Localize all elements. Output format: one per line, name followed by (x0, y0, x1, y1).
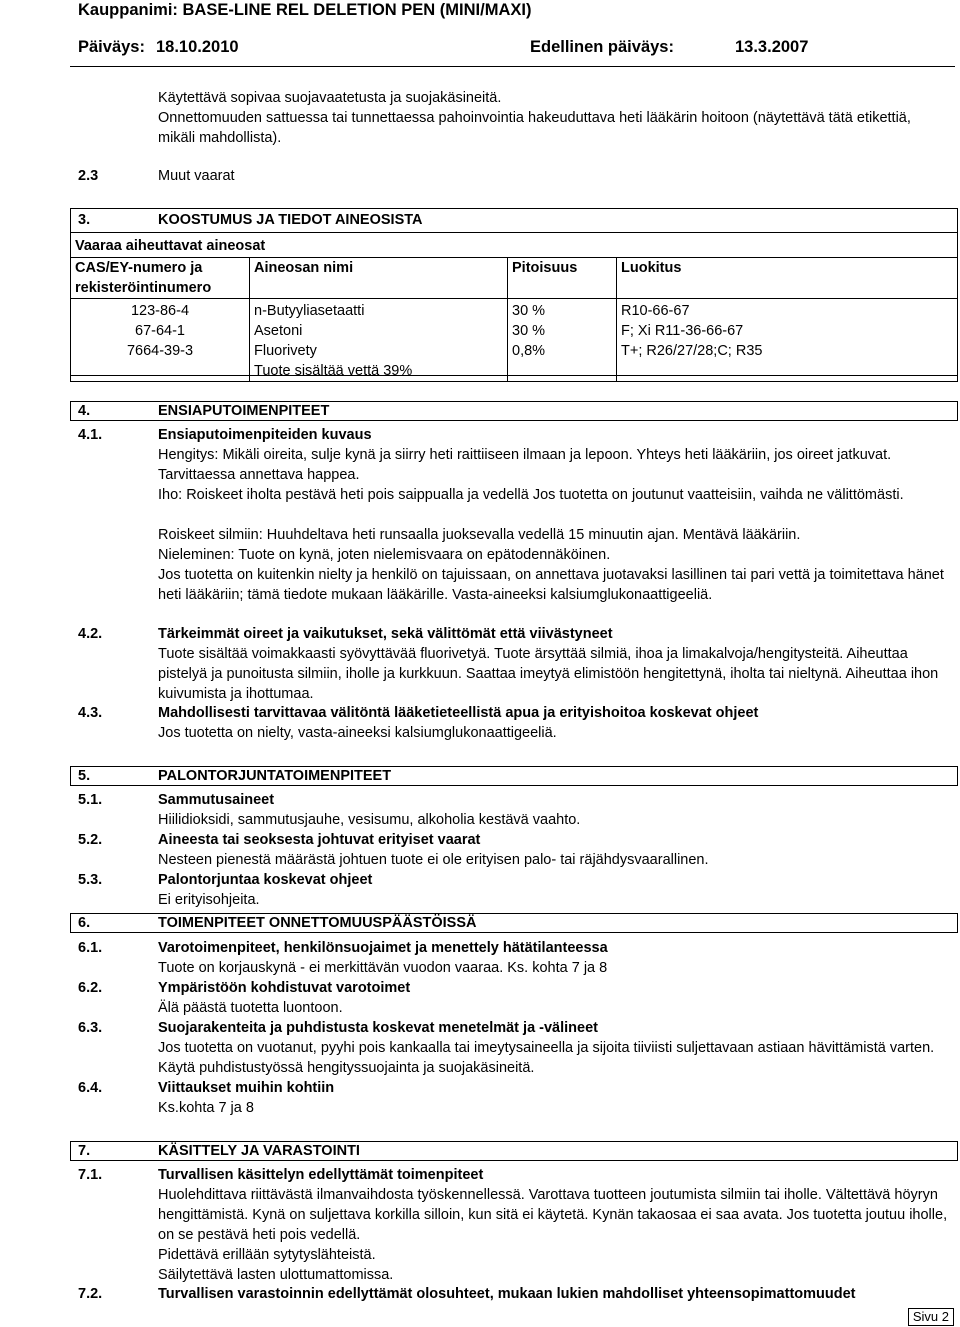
paragraph: Tuote on korjauskynä - ei merkittävän vuodon vaaraa. Ks. kohta 7 ja 8 (158, 960, 608, 976)
header-divider (70, 66, 955, 67)
date-value: 18.10.2010 (156, 38, 239, 56)
concentration: 30 % (512, 323, 546, 339)
section-number: 2.3 (78, 168, 99, 184)
classification-cell (617, 299, 958, 382)
section-title: Muut vaarat (158, 168, 235, 184)
subsection-number: 4.1. (78, 427, 103, 443)
cas-number: 7664-39-3 (126, 343, 194, 359)
paragraph: Nesteen pienestä määrästä johtuen tuote ei ole erityisen palo- tai räjähdysvaarallinen. (158, 852, 709, 868)
section-title: ENSIAPUTOIMENPITEET (158, 403, 330, 419)
subsection-title: Suojarakenteita ja puhdistusta koskevat menetelmät ja -välineet (158, 1020, 598, 1036)
subsection-title: Vaaraa aiheuttavat aineosat (75, 238, 266, 254)
section-number: 7. (78, 1143, 91, 1159)
section-number: 6. (78, 915, 91, 931)
paragraph: Hiilidioksidi, sammutusjauhe, vesisumu, alkoholia kestävä vaahto. (158, 812, 581, 828)
paragraph: Käytettävä sopivaa suojavaatetusta ja suojakäsineitä. (158, 90, 502, 106)
paragraph: Jos tuotetta on kuitenkin nielty ja henkilö on tajuissaan, on annettava juotavaksi lasillinen tai pari vettä ja toimitettava hänet heti lääkäriin; tämä tiedote mukaan lääkärille. Vasta-aineeksi kalsiumglukonaattigeeliä. (158, 567, 944, 603)
cas-number: 123-86-4 (130, 303, 190, 319)
subsection-number: 5.3. (78, 872, 103, 888)
section-number: 5. (78, 768, 91, 784)
cas-cell (71, 299, 250, 382)
cas-number: 67-64-1 (135, 323, 185, 339)
table-header: Pitoisuus (508, 258, 617, 299)
table-header: Luokitus (617, 258, 958, 299)
paragraph: Jos tuotetta on nielty, vasta-aineeksi kalsiumglukonaattigeeliä. (158, 725, 557, 741)
concentration: 0,8% (512, 343, 546, 359)
section-title: PALONTORJUNTATOIMENPITEET (158, 768, 392, 784)
subsection-number: 5.2. (78, 832, 103, 848)
subsection-title: Ympäristöön kohdistuvat varotoimet (158, 980, 411, 996)
divider (70, 232, 958, 233)
paragraph: Tuote sisältää voimakkaasti syövyttävää fluorivetyä. Tuote ärsyttää silmiä, ihoa ja limakalvoja/hengitysteitä. Aiheuttaa pistelyä ja punoitusta silmiin, iholle ja kurkkuun. Saattaa imeytyä elimistöön hengitettynä, iholta tai nieltynä. Aiheuttaa ihon kuivumista ja ihottumaa. (158, 646, 939, 702)
table-header-row (71, 258, 958, 299)
subsection-number: 4.3. (78, 705, 103, 721)
table-header: Aineosan nimi (250, 258, 508, 299)
subsection-title: Sammutusaineet (158, 792, 275, 808)
paragraph: Älä päästä tuotetta luontoon. (158, 1000, 343, 1016)
subsection-title: Varotoimenpiteet, henkilönsuojaimet ja menettely hätätilanteessa (158, 940, 608, 956)
section-title: KÄSITTELY JA VARASTOINTI (158, 1143, 360, 1159)
subsection-title: Tärkeimmät oireet ja vaikutukset, sekä välittömät että viivästyneet (158, 626, 613, 642)
prev-date-value: 13.3.2007 (735, 38, 809, 56)
product-title: Kauppanimi: BASE-LINE REL DELETION PEN (MINI/MAXI) (78, 1, 532, 19)
ingredient-name: n-Butyyliasetaatti (254, 303, 365, 319)
paragraph: Ks.kohta 7 ja 8 (158, 1100, 254, 1116)
name-cell (250, 299, 508, 382)
subsection-title: Turvallisen varastoinnin edellyttämät olosuhteet, mukaan lukien mahdolliset yhteensopimattomuudet (158, 1286, 856, 1302)
paragraph: Huolehdittava riittävästä ilmanvaihdosta työskennellessä. Varottava tuotteen joutumista silmiin tai iholle. Vältettävä höyryn hengittämistä. Kynä on suljettava korkilla silloin, kun sitä ei käytetä. Kynän takaosaa ei saa avata. Jos tuotetta joutuu iholle, on se pestävä heti pois vedellä. (158, 1187, 948, 1243)
table-header: CAS/EY-numero ja rekisteröintinumero (71, 258, 250, 299)
subsection-number: 6.1. (78, 940, 103, 956)
subsection-number: 7.2. (78, 1286, 103, 1302)
paragraph: Onnettomuuden sattuessa tai tunnettaessa pahoinvointia hakeuduttava heti lääkärin hoitoon (näytettävä tätä etikettiä, mikäli mahdollista). (158, 110, 911, 146)
paragraph: Pidettävä erillään sytytyslähteistä. (158, 1247, 376, 1263)
subsection-title: Mahdollisesti tarvittavaa välitöntä lääketieteellistä apua ja erityishoitoa koskevat ohjeet (158, 705, 759, 721)
subsection-number: 4.2. (78, 626, 103, 642)
classification: F; Xi R11-36-66-67 (621, 323, 744, 339)
concentration: 30 % (512, 303, 546, 319)
ingredient-name: Asetoni (254, 323, 303, 339)
ingredient-note: Tuote sisältää vettä 39% (254, 363, 413, 379)
paragraph: Nieleminen: Tuote on kynä, joten nielemisvaara on epätodennäköinen. (158, 547, 611, 563)
subsection-title: Palontorjuntaa koskevat ohjeet (158, 872, 373, 888)
ingredient-name: Fluorivety (254, 343, 317, 359)
subsection-number: 6.4. (78, 1080, 103, 1096)
table-row (71, 299, 958, 382)
paragraph: Ei erityisohjeita. (158, 892, 260, 908)
date-label: Päiväys: (78, 38, 145, 56)
subsection-title: Ensiaputoimenpiteiden kuvaus (158, 427, 372, 443)
subsection-number: 6.3. (78, 1020, 103, 1036)
section-title: TOIMENPITEET ONNETTOMUUSPÄÄSTÖISSÄ (158, 915, 477, 931)
prev-date-label: Edellinen päiväys: (530, 38, 674, 56)
paragraph: Jos tuotetta on vuotanut, pyyhi pois kankaalla tai imeytysaineella ja sijoita tiiviisti suljettavaan astiaan hävittämistä varten. Käytä puhdistustyössä hengityssuojainta ja suojakäsineitä. (158, 1040, 935, 1076)
page-number: Sivu 2 (908, 1308, 954, 1326)
subsection-title: Aineesta tai seoksesta johtuvat erityiset vaarat (158, 832, 481, 848)
concentration-cell (508, 299, 617, 382)
subsection-number: 6.2. (78, 980, 103, 996)
subsection-title: Turvallisen käsittelyn edellyttämät toimenpiteet (158, 1167, 484, 1183)
paragraph: Iho: Roiskeet iholta pestävä heti pois saippualla ja vedellä Jos tuotetta on joutunut vaatteisiin, vaihda ne välittömästi. (158, 487, 904, 503)
classification: R10-66-67 (621, 303, 690, 319)
paragraph: Roiskeet silmiin: Huuhdeltava heti runsaalla juoksevalla vedellä 15 minuutin ajan. Mentävä lääkäriin. (158, 527, 801, 543)
section-number: 4. (78, 403, 91, 419)
subsection-number: 5.1. (78, 792, 103, 808)
composition-table (70, 257, 958, 382)
paragraph: Säilytettävä lasten ulottumattomissa. (158, 1267, 394, 1283)
subsection-number: 7.1. (78, 1167, 103, 1183)
subsection-title: Viittaukset muihin kohtiin (158, 1080, 335, 1096)
section-title: KOOSTUMUS JA TIEDOT AINEOSISTA (158, 212, 423, 228)
classification: T+; R26/27/28;C; R35 (621, 343, 763, 359)
paragraph: Hengitys: Mikäli oireita, sulje kynä ja siirry heti raittiiseen ilmaan ja lepoon. Yhteys heti lääkäriin, jos oireet jatkuvat. Tarvittaessa annettava happea. (158, 447, 892, 483)
section-number: 3. (78, 212, 91, 228)
